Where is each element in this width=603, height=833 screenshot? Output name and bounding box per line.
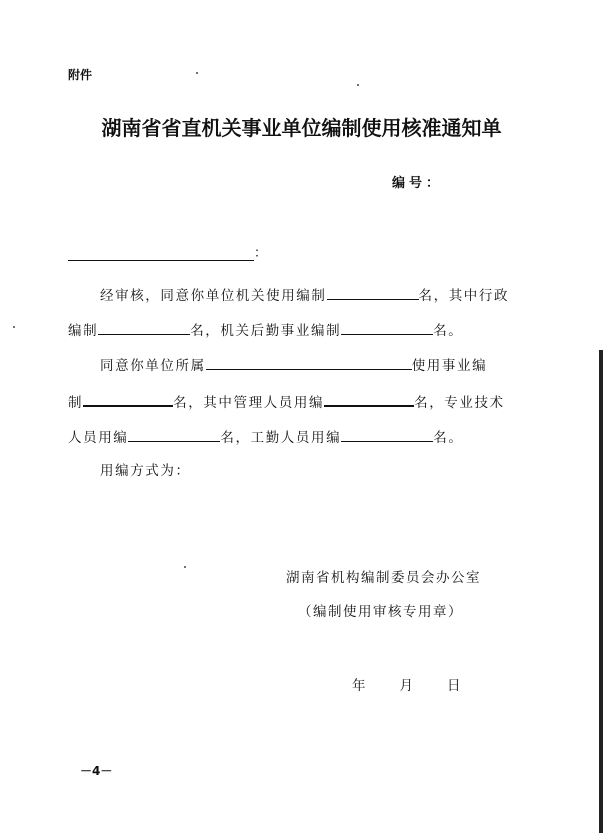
addressee-colon: ： (254, 246, 268, 261)
logistics-quota-blank[interactable] (341, 318, 433, 335)
scan-speck (13, 326, 15, 328)
date-line (352, 674, 461, 694)
document-title: 湖南省省直机关事业单位编制使用核准通知单 (101, 116, 502, 140)
affiliated-unit-blank[interactable] (206, 353, 412, 370)
p2-text-8: 名。 (433, 430, 464, 446)
p1-text-4: 名，机关后勤事业编制 (190, 323, 342, 339)
date-day: 日 (447, 678, 461, 694)
seal-note: （编制使用审核专用章） (298, 604, 463, 620)
organ-quota-blank[interactable] (327, 283, 419, 300)
scan-speck (184, 566, 186, 568)
scan-speck (357, 84, 359, 86)
p1-text-2: 名，其中行政 (418, 288, 510, 304)
issuing-office: 湖南省机构编制委员会办公室 (286, 570, 481, 586)
p2-text-7: 名，工勤人员用编 (220, 430, 342, 446)
p1-text-3: 编制 (68, 323, 99, 339)
p2-text-5: 名，专业技术 (414, 395, 505, 411)
technical-quota-blank[interactable] (128, 425, 220, 442)
p2-text-1: 同意你单位所属 (100, 358, 206, 374)
usage-method-label: 用编方式为： (100, 463, 191, 479)
admin-quota-blank[interactable] (98, 318, 190, 335)
paragraph2-line3 (68, 425, 463, 445)
institution-quota-blank[interactable] (83, 389, 173, 407)
worker-quota-blank[interactable] (341, 425, 433, 442)
paragraph1-line2 (68, 318, 463, 338)
p2-text-6: 人员用编 (68, 430, 129, 446)
p1-text-5: 名。 (433, 323, 464, 339)
p2-text-2: 使用事业编 (411, 358, 488, 374)
date-month: 月 (399, 678, 413, 694)
addressee-line (68, 242, 267, 261)
scan-edge-shadow (599, 350, 603, 833)
addressee-blank[interactable] (68, 246, 254, 261)
paragraph2-line1 (100, 353, 487, 373)
p2-text-3: 制 (68, 395, 84, 411)
p1-text-1: 经审核，同意你单位机关使用编制 (100, 288, 327, 304)
paragraph2-line2 (68, 389, 505, 409)
scan-speck (196, 72, 198, 74)
page-number: －4－ (80, 764, 113, 778)
p2-text-4: 名，其中管理人员用编 (173, 395, 325, 411)
date-year: 年 (352, 678, 366, 694)
attachment-label: 附件 (68, 68, 93, 82)
management-quota-blank[interactable] (324, 389, 414, 407)
paragraph1-line1 (100, 283, 509, 303)
number-label: 编号： (392, 176, 444, 191)
